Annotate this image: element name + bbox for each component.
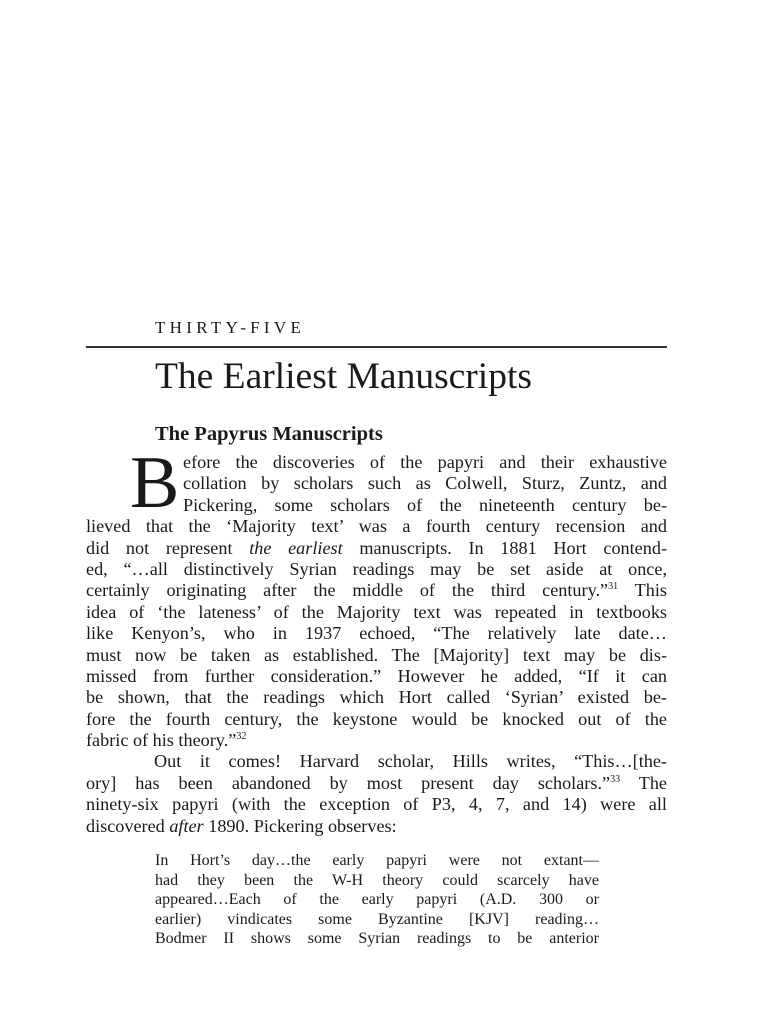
- block-quote: [155, 851, 599, 949]
- text-segment: 1890. Pickering observes:: [203, 815, 397, 836]
- text-line: Out it comes! Harvard scholar, Hills writes, “This…[the-: [154, 751, 667, 772]
- text-segment: certainly originating after the middle of the third century.”: [86, 580, 609, 601]
- chapter-title: The Earliest Manuscripts: [155, 356, 532, 397]
- text-segment: ory] has been abandoned by most present day scholars.”: [86, 772, 611, 793]
- text-line: missed from further consideration.” However he added, “If it can: [86, 665, 667, 686]
- footnote-ref: 32: [236, 731, 247, 743]
- text-line: efore the discoveries of the papyri and their exhaustive: [183, 452, 667, 472]
- chapter-rule: [86, 346, 667, 348]
- text-line: must now be taken as established. The [Majority] text may be dis-: [86, 644, 667, 665]
- text-line: collation by scholars such as Colwell, Sturz, Zuntz, and: [183, 473, 667, 494]
- text-line: lieved that the ‘Majority text’ was a fourth century recension and: [86, 516, 667, 537]
- quote-line: earlier) vindicates some Byzantine [KJV] reading…: [155, 910, 599, 928]
- drop-cap: B: [130, 442, 180, 524]
- text-line: [86, 730, 667, 751]
- quote-line: had they been the W-H theory could scarcely have: [155, 871, 599, 889]
- text-line: be shown, that the readings which Hort called ‘Syrian’ existed be-: [86, 687, 667, 708]
- text-line: [86, 538, 667, 559]
- text-line: fore the fourth century, the keystone would be knocked out of the: [86, 708, 667, 729]
- text-line: [86, 773, 667, 794]
- quote-line: appeared…Each of the early papyri (A.D. 300 or: [155, 891, 599, 909]
- chapter-number: THIRTY-FIVE: [155, 318, 306, 337]
- text-line: like Kenyon’s, who in 1937 echoed, “The relatively late date…: [86, 623, 667, 644]
- text-segment: discovered: [86, 815, 170, 836]
- section-heading: The Papyrus Manuscripts: [155, 423, 383, 445]
- text-segment: This: [618, 580, 667, 601]
- italic-text: the earliest: [249, 537, 343, 558]
- footnote-ref: 33: [610, 773, 621, 785]
- footnote-ref: 31: [608, 581, 619, 593]
- text-line: [86, 580, 667, 601]
- quote-line: In Hort’s day…the early papyri were not extant—: [155, 852, 599, 869]
- text-segment: did not represent: [86, 537, 250, 558]
- text-line: [86, 816, 667, 837]
- text-line: ed, “…all distinctively Syrian readings may be set aside at once,: [86, 558, 667, 579]
- quote-line: Bodmer II shows some Syrian readings to be anterior: [155, 930, 599, 948]
- text-line: Pickering, some scholars of the nineteenth century be-: [183, 494, 667, 515]
- text-segment: manuscripts. In 1881 Hort contend-: [342, 537, 667, 558]
- italic-text: after: [169, 815, 204, 836]
- text-line: ninety-six papyri (with the exception of P3, 4, 7, and 14) were all: [86, 794, 667, 815]
- text-segment: fabric of his theory.”: [86, 730, 237, 751]
- body-text: [86, 442, 667, 837]
- text-line: idea of ‘the lateness’ of the Majority text was repeated in textbooks: [86, 601, 667, 622]
- text-segment: The: [620, 772, 667, 793]
